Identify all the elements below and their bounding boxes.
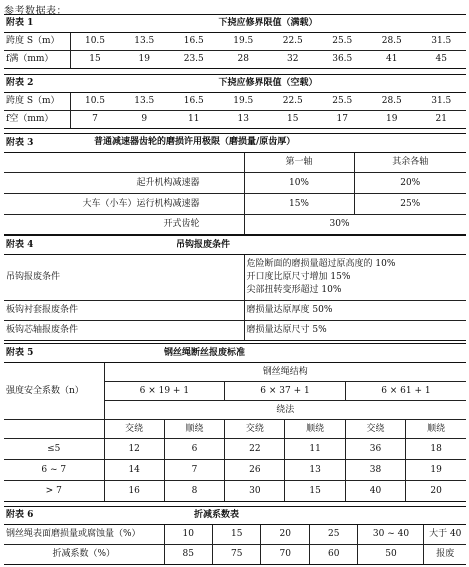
- table-4-condition-line: 尖部扭转变形超过 10%: [246, 285, 342, 295]
- table-2-cell: 19.5: [219, 93, 269, 111]
- table-5-cell: 38: [345, 460, 405, 481]
- table-4-value: 磨损量达原厚度 50%: [244, 301, 466, 321]
- table-4-row-name: 板钩芯轴报废条件: [4, 321, 244, 341]
- table-4-label: 附表 4: [6, 239, 34, 250]
- table-6-cell: 大于 40: [424, 525, 466, 545]
- table-3-col1-head: 第一轴: [244, 153, 354, 173]
- table-4-condition-line: 危险断面的磨损量超过原高度的 10%: [246, 259, 396, 269]
- table-5-cell: 20: [406, 481, 466, 502]
- table-5-twist: 交绕: [225, 420, 285, 439]
- table-6-cell: 10: [164, 525, 212, 545]
- intro-text: 参考数据表：: [4, 6, 67, 17]
- table-2-cell: 16.5: [169, 93, 219, 111]
- table-6-cell: 75: [212, 545, 260, 565]
- table-5-n: > 7: [4, 481, 104, 502]
- table-5-cell: 15: [285, 481, 345, 502]
- table-6-cell: 20: [261, 525, 309, 545]
- table-1-title: 下挠应修界限值（满载）: [70, 15, 466, 33]
- table-6-cell: 85: [164, 545, 212, 565]
- table-5-cell: 14: [104, 460, 164, 481]
- table-5-cell: 26: [225, 460, 285, 481]
- table-6: [4, 506, 466, 565]
- table-1-cell: 32: [268, 51, 318, 69]
- table-6-row1-head: 钢丝绳表面磨损量或腐蚀量（%）: [4, 525, 164, 545]
- table-6-title: 折减系数表: [194, 510, 240, 520]
- table-1-cell: 15: [70, 51, 120, 69]
- table-5-twist: 交绕: [104, 420, 164, 439]
- table-5-twist: 交绕: [345, 420, 405, 439]
- table-2-cell: 31.5: [417, 93, 467, 111]
- table-6-cell: 报废: [424, 545, 466, 565]
- table-4-title: 吊钩报废条件: [176, 240, 231, 250]
- table-2-cell: 13: [219, 111, 269, 129]
- table-2-cell: 22.5: [268, 93, 318, 111]
- table-2-row2-head: f空（mm）: [4, 111, 70, 129]
- table-5-twist: 顺绕: [285, 420, 345, 439]
- table-1-row1-head: 跨度 S（m）: [4, 33, 70, 51]
- table-1-cell: 36.5: [318, 51, 368, 69]
- table-4-row-name: 吊钩报废条件: [4, 255, 244, 301]
- table-1-cell: 45: [417, 51, 467, 69]
- table-2-cell: 19: [367, 111, 417, 129]
- table-2-cell: 13.5: [120, 93, 170, 111]
- table-5-struct: 6 × 61 + 1: [345, 382, 466, 401]
- table-2-cell: 15: [268, 111, 318, 129]
- table-2-cell: 7: [70, 111, 120, 129]
- table-5-label: 附表 5: [6, 347, 34, 358]
- table-3-cell: 10%: [244, 173, 354, 194]
- table-5-twist-label: 绕法: [104, 401, 466, 420]
- table-6-label: 附表 6: [6, 510, 34, 520]
- table-5-struct: 6 × 19 + 1: [104, 382, 225, 401]
- table-2-cell: 11: [169, 111, 219, 129]
- table-4-value: 磨损量达原尺寸 5%: [244, 321, 466, 341]
- table-5-cell: 13: [285, 460, 345, 481]
- table-3: [4, 133, 466, 235]
- table-4: [4, 235, 466, 341]
- table-1-cell: 10.5: [70, 33, 120, 51]
- table-5-twist: 顺绕: [406, 420, 466, 439]
- table-3-row-name: 起升机构减速器: [4, 173, 244, 194]
- table-1-cell: 13.5: [120, 33, 170, 51]
- table-1-label: 附表 1: [4, 15, 70, 33]
- table-5-cell: 16: [104, 481, 164, 502]
- table-2-cell: 10.5: [70, 93, 120, 111]
- table-1-cell: 28.5: [367, 33, 417, 51]
- table-5: [4, 343, 466, 502]
- table-1-row2-head: f满（mm）: [4, 51, 70, 69]
- table-5-cell: 8: [164, 481, 224, 502]
- table-2: [4, 74, 466, 129]
- table-6-cell: 30 ~ 40: [358, 525, 424, 545]
- table-5-cell: 40: [345, 481, 405, 502]
- table-5-n: ≤5: [4, 439, 104, 460]
- table-1-cell: 22.5: [268, 33, 318, 51]
- table-2-cell: 28.5: [367, 93, 417, 111]
- table-3-cell: 25%: [354, 194, 466, 215]
- table-4-condition-line: 开口度比原尺寸增加 15%: [246, 272, 351, 282]
- table-2-row1-head: 跨度 S（m）: [4, 93, 70, 111]
- table-1-cell: 23.5: [169, 51, 219, 69]
- table-5-cell: 12: [104, 439, 164, 460]
- table-3-title: 普通减速器齿轮的磨损许用极限（磨损量/原齿厚）: [94, 137, 296, 147]
- table-2-title: 下挠应修界限值（空载）: [70, 75, 466, 93]
- table-1-cell: 19.5: [219, 33, 269, 51]
- table-5-cell: 11: [285, 439, 345, 460]
- table-3-label: 附表 3: [6, 137, 34, 148]
- table-5-struct-label: 钢丝绳结构: [104, 363, 466, 382]
- table-6-cell: 50: [358, 545, 424, 565]
- table-5-cell: 30: [225, 481, 285, 502]
- table-5-twist: 顺绕: [164, 420, 224, 439]
- table-1-cell: 19: [120, 51, 170, 69]
- table-1-cell: 25.5: [318, 33, 368, 51]
- table-2-cell: 17: [318, 111, 368, 129]
- table-5-cell: 36: [345, 439, 405, 460]
- table-2-cell: 9: [120, 111, 170, 129]
- table-5-cell: 22: [225, 439, 285, 460]
- table-3-col2-head: 其余各轴: [354, 153, 466, 173]
- table-3-cell: 20%: [354, 173, 466, 194]
- table-5-cell: 18: [406, 439, 466, 460]
- table-1-cell: 31.5: [417, 33, 467, 51]
- table-1-cell: 16.5: [169, 33, 219, 51]
- table-2-label: 附表 2: [4, 75, 70, 93]
- table-3-cell: 15%: [244, 194, 354, 215]
- table-5-cell: 7: [164, 460, 224, 481]
- table-5-n: 6 ~ 7: [4, 460, 104, 481]
- table-2-cell: 25.5: [318, 93, 368, 111]
- table-6-cell: 15: [212, 525, 260, 545]
- table-3-open-gear-label: 开式齿轮: [4, 215, 244, 235]
- table-5-title: 钢丝绳断丝报废标准: [164, 348, 246, 358]
- table-3-row-name: 大车（小车）运行机构减速器: [4, 194, 244, 215]
- table-1-cell: 28: [219, 51, 269, 69]
- table-5-cell: 6: [164, 439, 224, 460]
- table-5-safety-label: 强度安全系数（n）: [4, 363, 104, 420]
- table-4-row-name: 板钩衬套报废条件: [4, 301, 244, 321]
- table-6-cell: 25: [309, 525, 358, 545]
- table-2-cell: 21: [417, 111, 467, 129]
- table-5-struct: 6 × 37 + 1: [225, 382, 346, 401]
- table-3-open-gear-value: 30%: [244, 215, 466, 235]
- table-1: [4, 14, 466, 69]
- table-6-row2-head: 折减系数（%）: [4, 545, 164, 565]
- table-6-cell: 70: [261, 545, 309, 565]
- table-5-cell: 19: [406, 460, 466, 481]
- table-1-cell: 41: [367, 51, 417, 69]
- table-6-cell: 60: [309, 545, 358, 565]
